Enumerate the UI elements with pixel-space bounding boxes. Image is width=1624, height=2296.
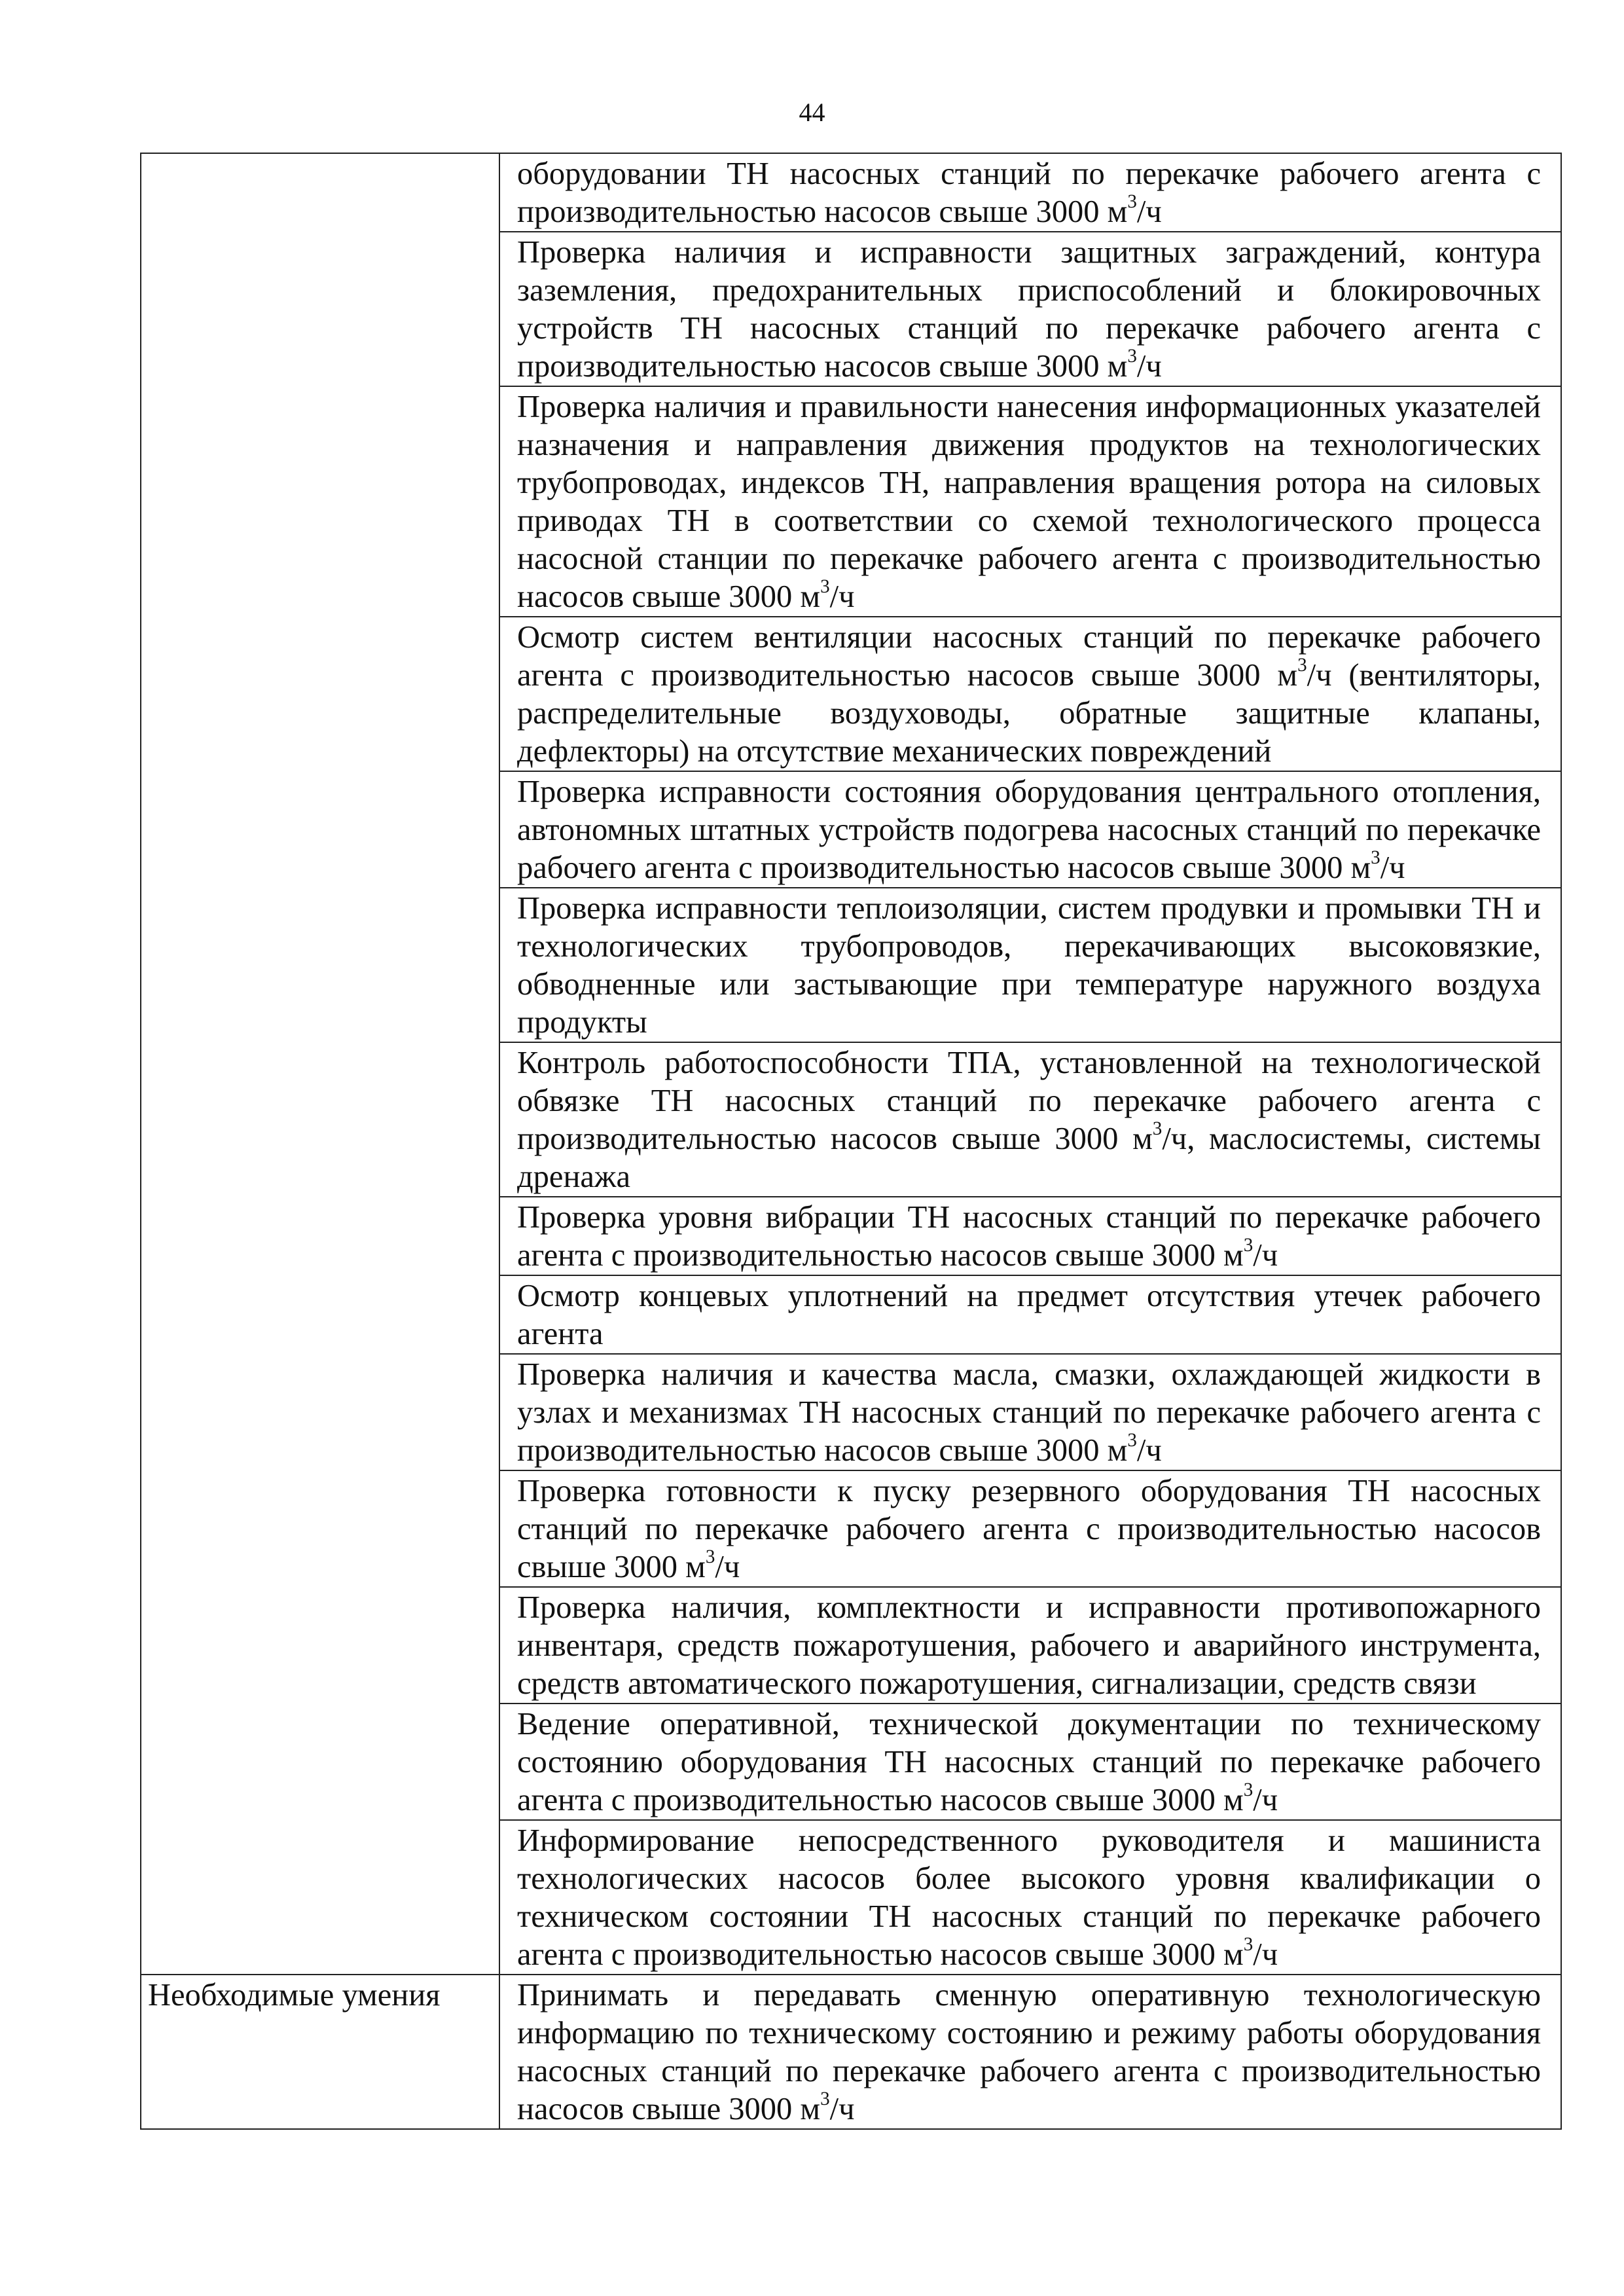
text-main: Контроль работоспособности ТПА, установленной на технологической обвязке ТН насосных станций по перекачке рабочего агента с производительностью насосов свыше 3000 м <box>517 1046 1541 1156</box>
page-number: 44 <box>799 98 825 127</box>
text-main: Проверка исправности состояния оборудования центрального отопления, автономных штатных устройств подогрева насосных станций по перекачке рабочего агента с производительностью насосов свыше 3000 м <box>517 774 1541 885</box>
text-tail: /ч, маслосистемы, системы дренажа <box>517 1121 1541 1194</box>
unit-superscript: 3 <box>820 2088 830 2110</box>
text-tail: /ч <box>1253 1238 1278 1273</box>
text-main: Проверка наличия и исправности защитных заграждений, контура заземления, предохранительных приспособлений и блокировочных устройств ТН насосных станций по перекачке рабочего агента с производительностью насосов свыше 3000 м <box>517 235 1541 384</box>
rows-text <box>500 1471 1561 1586</box>
rows-text <box>500 617 1561 771</box>
text-tail: /ч <box>1136 1433 1162 1468</box>
unit-superscript: 3 <box>1243 1779 1254 1801</box>
text-tail: /ч <box>1136 349 1162 384</box>
skills_rows-text <box>500 1975 1561 2128</box>
text-main: Проверка наличия и качества масла, смазки, охлаждающей жидкости в узлах и механизмах ТН насосных станций по перекачке рабочего агента с производительностью насосов свыше 3000 м <box>517 1357 1541 1468</box>
rows-text <box>500 1276 1561 1353</box>
text-tail: /ч <box>829 2092 855 2126</box>
rows-cell <box>499 617 1561 771</box>
rows-text <box>500 1704 1561 1819</box>
rows-cell <box>499 232 1561 386</box>
text-main: Проверка исправности теплоизоляции, систем продувки и промывки ТН и технологических трубопроводов, перекачивающих высоковязкие, обводненные или застывающие при температуре наружного воздуха продукты <box>517 891 1541 1040</box>
unit-superscript: 3 <box>1243 1934 1254 1956</box>
rows-text <box>500 1197 1561 1275</box>
text-main: оборудовании ТН насосных станций по перекачке рабочего агента с производительностью насосов свыше 3000 м <box>517 156 1541 229</box>
table-row <box>141 153 1561 232</box>
rows-cell <box>499 771 1561 888</box>
rows-text <box>500 154 1561 231</box>
unit-superscript: 3 <box>1127 191 1137 213</box>
text-main: Информирование непосредственного руководителя и машиниста технологических насосов более высокого уровня квалификации о техническом состоянии ТН насосных станций по перекачке рабочего агента с производительностью насосов свыше 3000 м <box>517 1823 1541 1972</box>
rows-text <box>500 387 1561 616</box>
unit-superscript: 3 <box>1152 1118 1163 1140</box>
rows-cell <box>499 1587 1561 1704</box>
text-main: Проверка наличия и правильности нанесения информационных указателей назначения и направления движения продуктов на технологических трубопроводах, индексов ТН, направления вращения ротора на силовых приводах ТН в соответствии со схемой технологического процесса насосной станции по перекачке рабочего агента с производительностью насосов свыше 3000 м <box>517 390 1541 614</box>
skills-label-cell <box>141 1975 499 2129</box>
skills_rows-cell <box>499 1975 1561 2129</box>
rows-text <box>500 232 1561 386</box>
text-tail: /ч <box>715 1550 740 1584</box>
unit-superscript: 3 <box>1243 1235 1254 1256</box>
rows-cell <box>499 1042 1561 1197</box>
rows-text <box>500 1355 1561 1470</box>
rows-cell <box>499 1197 1561 1275</box>
text-main: Принимать и передавать сменную оперативную технологическую информацию по техническому состоянию и режиму работы оборудования насосных станций по перекачке рабочего агента с производительностью насосов свыше 3000 м <box>517 1978 1541 2126</box>
unit-superscript: 3 <box>705 1546 715 1568</box>
text-tail: /ч <box>1136 194 1162 229</box>
text-tail: /ч <box>1380 850 1405 885</box>
rows-text <box>500 1821 1561 1974</box>
text-tail: /ч <box>1253 1783 1278 1817</box>
unit-superscript: 3 <box>1371 847 1380 869</box>
section-label-cell <box>141 153 499 1975</box>
text-main: Проверка наличия, комплектности и исправности противопожарного инвентаря, средств пожаротушения, рабочего и аварийного инструмента, средств автоматического пожаротушения, сигнализации, средств связи <box>517 1590 1541 1701</box>
text-main: Проверка уровня вибрации ТН насосных станций по перекачке рабочего агента с производительностью насосов свыше 3000 м <box>517 1200 1541 1273</box>
text-tail: /ч (вентиляторы, распределительные воздуховоды, обратные защитные клапаны, дефлекторы) на отсутствие механических повреждений <box>517 658 1541 769</box>
rows-text <box>500 1043 1561 1196</box>
rows-cell <box>499 153 1561 232</box>
text-main: Проверка готовности к пуску резервного оборудования ТН насосных станций по перекачке рабочего агента с производительностью насосов свыше 3000 м <box>517 1474 1541 1584</box>
text-main: Осмотр систем вентиляции насосных станций по перекачке рабочего агента с производительностью насосов свыше 3000 м <box>517 620 1541 693</box>
rows-text <box>500 888 1561 1042</box>
text-main: Осмотр концевых уплотнений на предмет отсутствия утечек рабочего агента <box>517 1279 1541 1351</box>
rows-cell <box>499 1354 1561 1470</box>
text-main: Ведение оперативной, технической документации по техническому состоянию оборудования ТН насосных станций по перекачке рабочего агента с производительностью насосов свыше 3000 м <box>517 1707 1541 1817</box>
rows-cell <box>499 386 1561 617</box>
rows-text <box>500 772 1561 887</box>
rows-text <box>500 1588 1561 1703</box>
skills-label: Необходимые умения <box>148 1978 441 2013</box>
rows-cell <box>499 1275 1561 1354</box>
rows-cell <box>499 1470 1561 1587</box>
rows-cell <box>499 888 1561 1042</box>
rows-cell <box>499 1704 1561 1820</box>
unit-superscript: 3 <box>1127 1430 1137 1451</box>
unit-superscript: 3 <box>1297 655 1307 676</box>
section-label <box>141 154 499 155</box>
table-row <box>141 1975 1561 2129</box>
unit-superscript: 3 <box>820 576 830 598</box>
rows-cell <box>499 1820 1561 1975</box>
unit-superscript: 3 <box>1127 346 1137 367</box>
text-tail: /ч <box>829 579 855 614</box>
table-body <box>141 153 1561 2129</box>
text-tail: /ч <box>1253 1937 1278 1972</box>
requirements-table <box>140 153 1562 2130</box>
